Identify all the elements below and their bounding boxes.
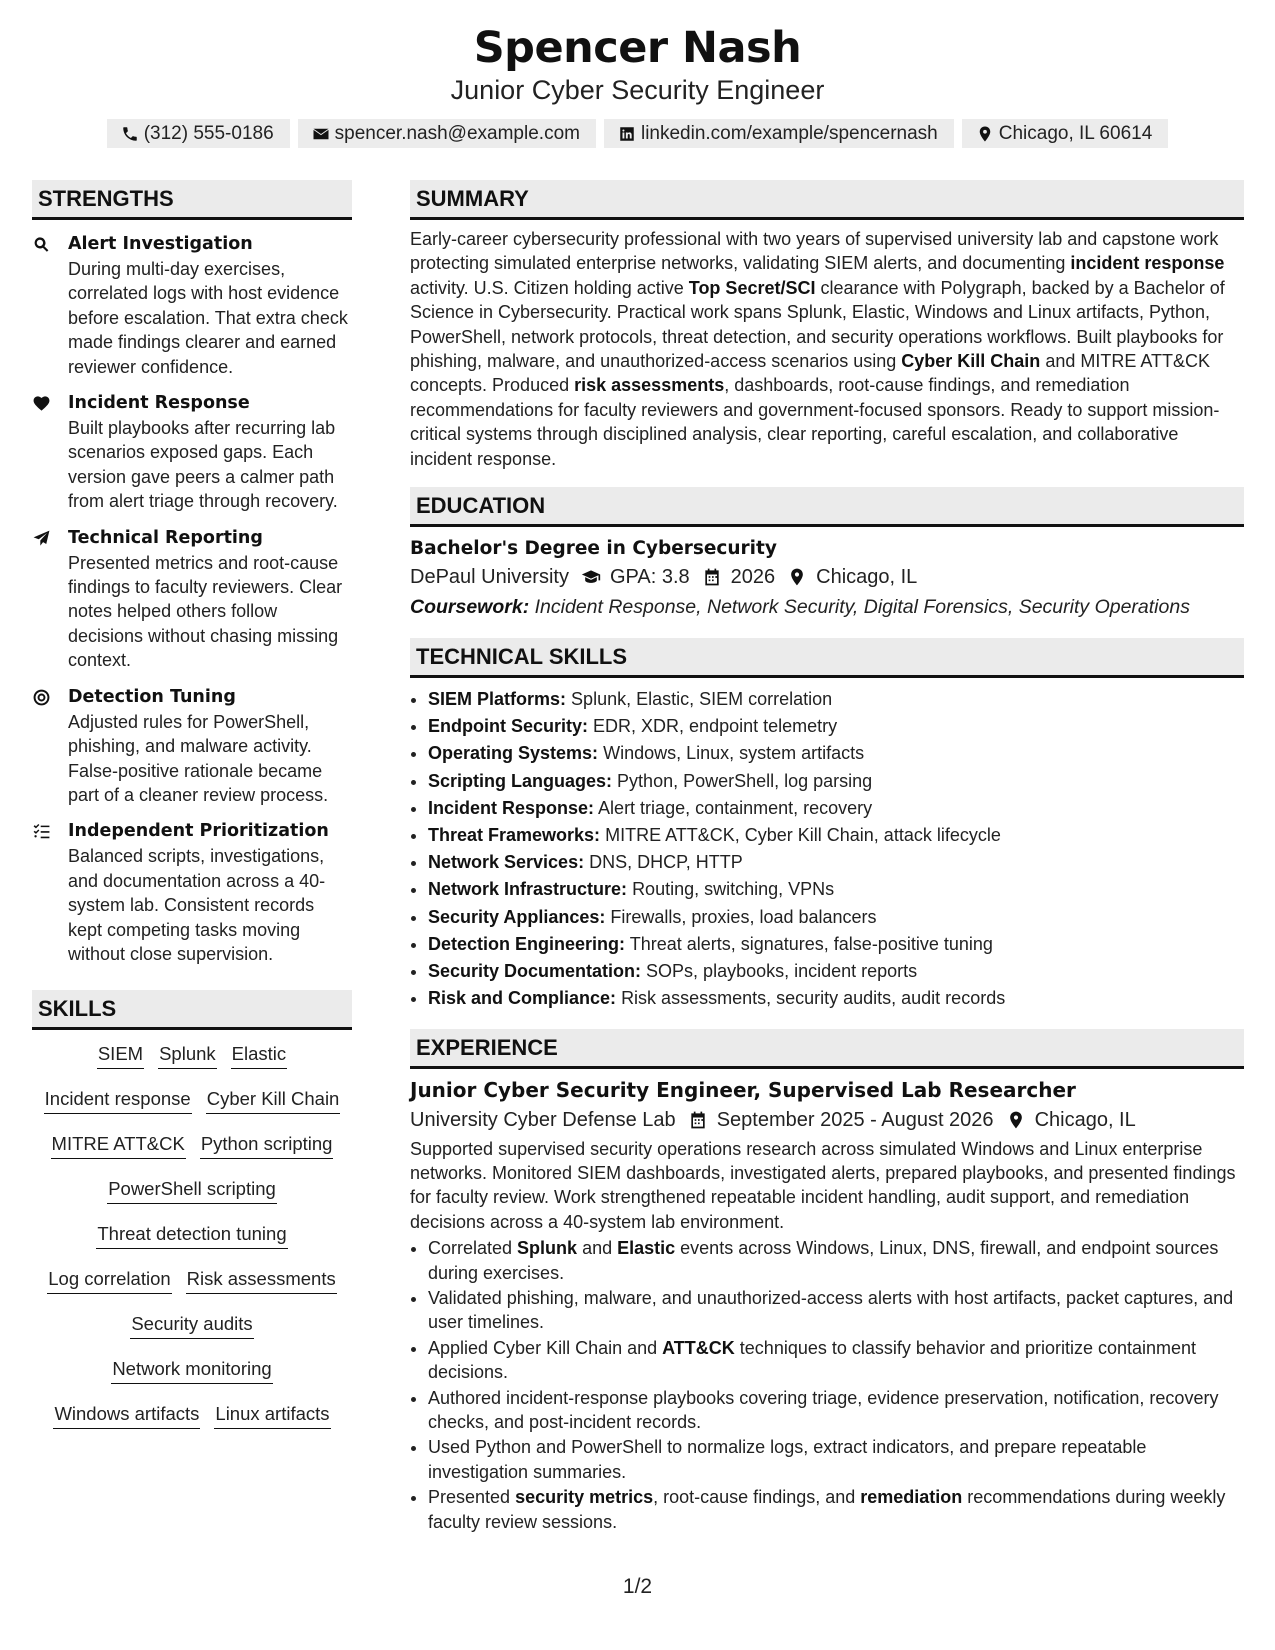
bullet-text: Used Python and PowerShell to normalize logs, extract indicators, and prepare repeatable investigation summaries. <box>428 1437 1147 1482</box>
bullet-text: Authored incident-response playbooks covering triage, evidence preservation, notification, recovery checks, and post-incident records. <box>428 1387 1219 1432</box>
skill-value: MITRE ATT&CK, Cyber Kill Chain, attack lifecycle <box>605 825 1001 846</box>
education-location: Chicago, IL <box>816 566 918 589</box>
bullet-text: techniques to classify behavior and prioritize containment decisions. <box>428 1337 1197 1383</box>
skill-label: Operating Systems: <box>428 743 599 764</box>
summary-segment: clearance with Polygraph, backed by a Bachelor of Science in Cybersecurity. Practical work spans Splunk, Elastic, Windows and Linux artifacts, Python, PowerShell, network protocols, threat detection, and security operations workflows. Built playbooks for phishing, malware, and unauthorized-access scenarios using <box>410 277 1225 372</box>
bullet-highlight: Splunk <box>517 1238 578 1259</box>
strength-desc: During multi-day exercises, correlated logs with host evidence before escalation. That extra check made findings clearer and earned reviewer confidence. <box>68 259 348 377</box>
summary-segment: and MITRE ATT&CK concepts. Produced <box>410 351 1211 396</box>
list-item <box>428 713 1244 740</box>
strength-title: Alert Investigation <box>68 234 253 254</box>
education-meta <box>410 562 1244 592</box>
skill-value: SOPs, playbooks, incident reports <box>646 961 918 982</box>
search-icon <box>32 235 51 254</box>
skill-tag: SIEM <box>97 1040 144 1069</box>
map-pin-icon <box>787 567 807 587</box>
skill-tag: Threat detection tuning <box>96 1220 287 1249</box>
contact-linkedin-text: linkedin.com/example/spencernash <box>640 123 938 144</box>
list-item <box>428 822 1244 849</box>
skill-label: Network Services: <box>428 852 585 873</box>
list-item <box>428 1286 1244 1335</box>
list-item <box>428 1336 1244 1385</box>
skill-label: Incident Response: <box>428 797 595 818</box>
education-coursework <box>410 592 1244 622</box>
skill-value: Threat alerts, signatures, false-positive tuning <box>629 933 993 954</box>
summary-heading: SUMMARY <box>410 180 1244 220</box>
experience-dates: September 2025 - August 2026 <box>716 1108 994 1131</box>
strength-desc: Balanced scripts, investigations, and documentation across a 40-system lab. Consistent records kept competing tasks moving without close supervision. <box>68 846 326 964</box>
experience-meta <box>410 1105 1244 1135</box>
education-degree: Bachelor's Degree in Cybersecurity <box>410 538 777 560</box>
list-item <box>428 876 1244 903</box>
skill-value: Firewalls, proxies, load balancers <box>610 906 877 927</box>
paper-plane-icon <box>32 529 51 548</box>
experience-bullets <box>410 1236 1244 1534</box>
contact-email-text: spencer.nash@example.com <box>334 123 580 144</box>
linkedin-icon <box>618 125 636 143</box>
education-gpa: GPA: 3.8 <box>609 566 690 589</box>
skill-tag: Splunk <box>158 1040 217 1069</box>
list-item <box>428 740 1244 767</box>
list-item <box>428 686 1244 713</box>
bullet-highlight: Elastic <box>617 1238 676 1259</box>
bullet-text: Correlated <box>428 1238 518 1259</box>
skill-tag: Incident response <box>44 1085 192 1114</box>
skill-label: Risk and Compliance: <box>428 988 617 1009</box>
skill-label: SIEM Platforms: <box>428 689 567 710</box>
list-item <box>428 931 1244 958</box>
experience-description: Supported supervised security operations research across simulated Windows and Linux enterprise networks. Monitored SIEM dashboards, investigated alerts, prepared playbooks, and presented findings for faculty review. Work strengthened repeatable incident handling, audit support, and remediation decisions across a 40-system lab environment. <box>410 1138 1236 1232</box>
skill-tag: Network monitoring <box>111 1355 272 1384</box>
calendar-icon <box>688 1110 708 1130</box>
strength-item <box>32 391 352 514</box>
skill-tag: Risk assessments <box>186 1265 337 1294</box>
graduation-cap-icon <box>581 567 601 587</box>
strength-item <box>32 232 352 379</box>
bullet-text: and <box>577 1238 618 1259</box>
strength-item <box>32 685 352 808</box>
skill-value: Splunk, Elastic, SIEM correlation <box>571 689 833 710</box>
technical-skills-list <box>410 686 1244 1012</box>
skill-tag: Security audits <box>130 1310 253 1339</box>
list-item <box>428 768 1244 795</box>
summary-highlight: Top Secret/SCI <box>688 277 816 298</box>
strength-title: Independent Prioritization <box>68 821 329 842</box>
education-heading: EDUCATION <box>410 487 1244 527</box>
skill-value: Windows, Linux, system artifacts <box>603 743 865 764</box>
bullet-text: Validated phishing, malware, and unauthorized-access alerts with host artifacts, packet captures, and user timelines. <box>428 1287 1234 1333</box>
strength-desc: Built playbooks after recurring lab scenarios exposed gaps. Each version gave peers a calmer path from alert triage through recovery. <box>68 418 338 512</box>
skills-cloud <box>32 1040 352 1431</box>
skill-label: Security Appliances: <box>428 906 606 927</box>
skill-label: Scripting Languages: <box>428 770 613 791</box>
resume-header <box>0 22 1275 148</box>
skill-tag: Python scripting <box>200 1130 334 1159</box>
skill-value: Python, PowerShell, log parsing <box>617 770 873 791</box>
experience-heading: EXPERIENCE <box>410 1029 1244 1069</box>
summary-text <box>410 227 1244 471</box>
bullet-text: Presented <box>428 1487 516 1508</box>
contact-email[interactable] <box>298 119 596 148</box>
summary-highlight: Cyber Kill Chain <box>901 351 1041 372</box>
skill-tag: Log correlation <box>47 1265 171 1294</box>
summary-highlight: incident response <box>1070 253 1225 274</box>
contact-location <box>962 119 1169 148</box>
left-column <box>32 180 352 1445</box>
strength-item <box>32 526 352 673</box>
candidate-title: Junior Cyber Security Engineer <box>450 75 825 105</box>
strength-desc: Presented metrics and root-cause findings to faculty reviewers. Clear notes helped others follow decisions without chasing missing context. <box>68 552 343 671</box>
candidate-name: Spencer Nash <box>473 23 802 73</box>
skill-tag: Linux artifacts <box>214 1400 330 1429</box>
technical-skills-heading: TECHNICAL SKILLS <box>410 638 1244 678</box>
skill-tag: Windows artifacts <box>53 1400 200 1429</box>
skill-label: Detection Engineering: <box>428 933 626 954</box>
contact-phone[interactable] <box>107 119 290 148</box>
map-pin-icon <box>976 125 994 143</box>
strengths-heading: STRENGTHS <box>32 180 352 220</box>
contact-linkedin[interactable] <box>604 119 954 148</box>
contact-bar <box>0 119 1275 148</box>
list-item <box>428 1485 1244 1534</box>
page-number: 1/2 <box>622 1575 653 1598</box>
education-school: DePaul University <box>410 566 569 589</box>
bullet-highlight: remediation <box>860 1487 963 1508</box>
skill-value: Routing, switching, VPNs <box>632 879 835 900</box>
skill-value: Alert triage, containment, recovery <box>598 797 873 818</box>
skill-label: Threat Frameworks: <box>428 825 601 846</box>
summary-segment: Early-career cybersecurity professional with two years of supervised university lab and capstone work protecting simulated enterprise networks, validating SIEM alerts, and documenting <box>410 229 1219 274</box>
bullet-text: recommendations during weekly faculty review sessions. <box>428 1487 1226 1532</box>
strength-title: Detection Tuning <box>68 686 236 707</box>
map-pin-icon <box>1006 1110 1026 1130</box>
bullet-highlight: ATT&CK <box>662 1337 735 1358</box>
summary-segment: , dashboards, root-cause findings, and remediation recommendations for faculty reviewers and government-focused sponsors. Ready to support mission-critical systems through disciplined analysis, clear reporting, careful escalation, and collaborative incident response. <box>410 375 1220 469</box>
skill-tag: MITRE ATT&CK <box>51 1130 186 1159</box>
coursework-list: Incident Response, Network Security, Digital Forensics, Security Operations <box>534 596 1190 619</box>
list-check-icon <box>32 822 51 841</box>
coursework-label: Coursework: <box>410 596 530 619</box>
bullet-text: Applied Cyber Kill Chain and <box>428 1337 663 1358</box>
skill-label: Endpoint Security: <box>428 716 589 737</box>
contact-location-text: Chicago, IL 60614 <box>998 123 1153 144</box>
right-column <box>410 180 1244 1535</box>
skill-tag: PowerShell scripting <box>107 1175 277 1204</box>
experience-location: Chicago, IL <box>1034 1108 1136 1131</box>
bullet-text: , root-cause findings, and <box>653 1487 861 1508</box>
skills-heading: SKILLS <box>32 990 352 1030</box>
contact-phone-text: (312) 555-0186 <box>143 123 274 144</box>
calendar-icon <box>702 567 722 587</box>
skill-tag: Cyber Kill Chain <box>206 1085 341 1114</box>
envelope-icon <box>312 125 330 143</box>
experience-title: Junior Cyber Security Engineer, Supervised Lab Researcher <box>410 1077 1076 1102</box>
strength-title: Incident Response <box>68 393 250 414</box>
experience-org: University Cyber Defense Lab <box>410 1108 676 1131</box>
summary-highlight: risk assessments <box>574 375 725 396</box>
skill-label: Network Infrastructure: <box>428 879 628 900</box>
list-item <box>428 1236 1244 1285</box>
education-year: 2026 <box>730 566 776 589</box>
strength-item <box>32 819 352 966</box>
heart-icon <box>32 394 51 413</box>
skill-value: DNS, DHCP, HTTP <box>589 852 743 873</box>
phone-icon <box>121 125 139 143</box>
target-icon <box>32 688 51 707</box>
list-item <box>428 958 1244 985</box>
bullet-highlight: security metrics <box>515 1487 654 1508</box>
skill-value: EDR, XDR, endpoint telemetry <box>593 716 838 737</box>
list-item <box>428 1435 1244 1484</box>
list-item <box>428 1386 1244 1435</box>
skill-tag: Elastic <box>231 1040 288 1069</box>
skill-label: Security Documentation: <box>428 961 642 982</box>
strength-title: Technical Reporting <box>68 527 263 548</box>
summary-segment: activity. U.S. Citizen holding active <box>410 277 689 298</box>
bullet-text: events across Windows, Linux, DNS, firewall, and endpoint sources during exercises. <box>428 1238 1219 1283</box>
list-item <box>428 849 1244 876</box>
list-item <box>428 795 1244 822</box>
skill-value: Risk assessments, security audits, audit records <box>621 988 1006 1009</box>
list-item <box>428 904 1244 931</box>
strength-desc: Adjusted rules for PowerShell, phishing, and malware activity. False-positive rationale became part of a cleaner review process. <box>68 711 329 805</box>
list-item <box>428 985 1244 1012</box>
